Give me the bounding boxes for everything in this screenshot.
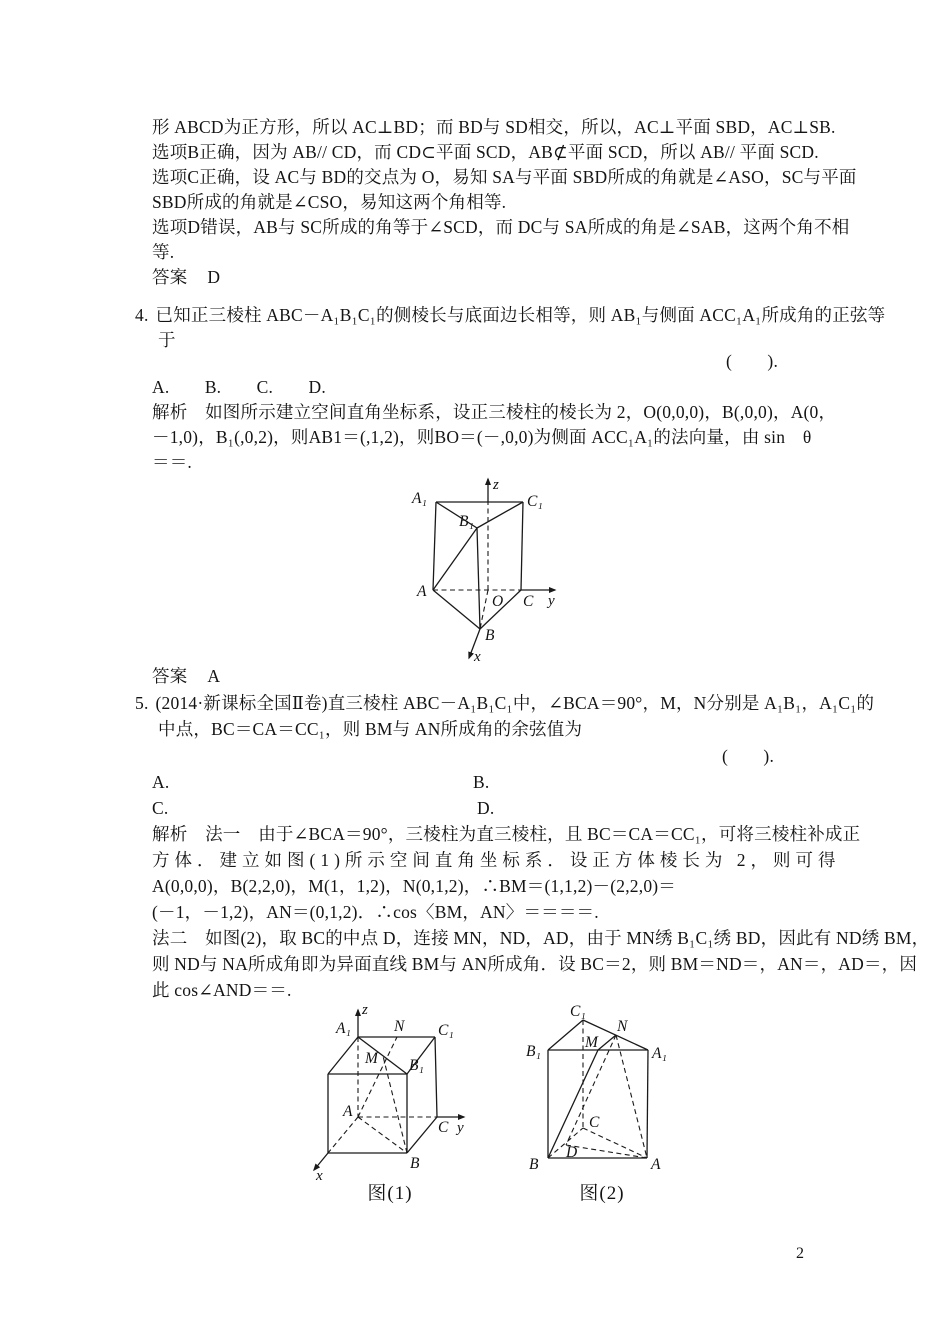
vertex-label: B bbox=[485, 627, 495, 644]
question-number: 5. bbox=[135, 693, 149, 713]
question-number: 4. bbox=[135, 305, 149, 325]
vertex-label: C bbox=[523, 593, 534, 610]
q5-option-c: C. bbox=[152, 798, 169, 818]
vertex-label: M bbox=[365, 1050, 378, 1067]
answer-paren: ( ). bbox=[726, 351, 779, 371]
q3-solution-line: 选项D错误，AB与 SC所成的角等于∠SCD，而 DC与 SA所成的角是∠SAB，这两个角不相 bbox=[152, 217, 850, 237]
vertex-label: M bbox=[585, 1034, 598, 1051]
q3-solution-line: SBD所成的角就是∠CSO，易知这两个角相等. bbox=[152, 192, 507, 212]
q4-answer-line bbox=[152, 664, 220, 689]
q5-stem-line bbox=[135, 691, 874, 716]
vertex-label: N bbox=[617, 1018, 628, 1035]
vertex-label: B bbox=[529, 1156, 539, 1173]
figure-q4-triangular-prism bbox=[405, 470, 575, 670]
vertex-label: B₁ bbox=[526, 1043, 541, 1060]
answer-paren: ( ). bbox=[722, 746, 775, 766]
vertex-label: B₁ bbox=[409, 1057, 424, 1074]
page-number: 2 bbox=[796, 1245, 804, 1262]
q5-option-d: D. bbox=[477, 798, 495, 818]
figure-caption: 图(1) bbox=[367, 1183, 413, 1204]
q5-analysis-line: 此 cos∠AND＝＝. bbox=[152, 980, 292, 1000]
vertex-label: O bbox=[492, 593, 504, 610]
q4-stem-line bbox=[135, 303, 885, 328]
answer-label: 答案 bbox=[152, 267, 188, 287]
figure-2-prism bbox=[515, 1000, 675, 1185]
vertex-label: D bbox=[566, 1144, 578, 1161]
vertex-label: A₁ bbox=[412, 490, 427, 507]
segment-BM bbox=[548, 1050, 598, 1158]
vertex-label: C bbox=[589, 1114, 600, 1131]
figure-1-cube bbox=[300, 1000, 475, 1190]
q5-analysis-line: A(0,0,0)，B(2,2,0)，M(1，1,2)，N(0,1,2)，∴BM＝(1,1,2)－(2,2,0)＝ bbox=[152, 876, 676, 896]
answer-label: 答案 bbox=[152, 666, 188, 686]
vertex-label: A bbox=[343, 1103, 353, 1120]
q3-solution-line: 形 ABCD为正方形，所以 AC⊥BD；而 BD与 SD相交，所以，AC⊥平面 SBD，AC⊥SB. bbox=[152, 117, 836, 137]
q3-answer-line bbox=[152, 265, 220, 290]
x-axis-label: x bbox=[474, 649, 481, 665]
figure-caption: 图(2) bbox=[579, 1183, 625, 1204]
q5-option-b: B. bbox=[473, 772, 490, 792]
q5-analysis-line: 解析 法一 由于∠BCA＝90°，三棱柱为直三棱柱，且 BC＝CA＝CC₁，可将三棱柱补成正 bbox=[152, 824, 861, 844]
answer-value: A bbox=[207, 666, 221, 686]
q5-analysis-line: 方体．建立如图(1)所示空间直角坐标系．设正方体棱长为 2，则可得 bbox=[152, 850, 841, 870]
vertex-label: C₁ bbox=[527, 493, 543, 510]
y-axis-label: y bbox=[548, 593, 555, 609]
vertex-label: N bbox=[394, 1018, 405, 1035]
q5-analysis-line: (－1，－1,2)，AN＝(0,1,2)．∴cos〈BM，AN〉＝＝＝＝. bbox=[152, 902, 599, 922]
q4-analysis-line: 解析 如图所示建立空间直角坐标系，设正三棱柱的棱长为 2，O(0,0,0)，B(,0,0)，A(0， bbox=[152, 402, 837, 422]
x-axis-label: x bbox=[316, 1168, 323, 1184]
vertex-label: C₁ bbox=[438, 1022, 454, 1039]
q4-analysis-line: ＝＝. bbox=[152, 452, 192, 472]
vertex-label: B bbox=[410, 1155, 420, 1172]
q5-analysis-line: 则 ND与 NA所成角即为异面直线 BM与 AN所成角．设 BC＝2，则 BM＝ND＝，AN＝，AD＝，因 bbox=[152, 954, 918, 974]
q4-analysis-line: －1,0)，B₁(,0,2)，则AB1＝(,1,2)，则BO＝(－,0,0)为侧面 ACC₁A₁的法向量，由 sin θ bbox=[152, 427, 812, 447]
z-axis-label: z bbox=[362, 1002, 368, 1018]
segment-MN bbox=[598, 1035, 616, 1050]
q4-stem-line: 于 bbox=[158, 330, 176, 350]
vertex-label: A bbox=[651, 1156, 661, 1173]
vertex-label: A₁ bbox=[336, 1020, 351, 1037]
q5-option-a: A. bbox=[152, 772, 170, 792]
q5-stem-line: 中点，BC＝CA＝CC₁，则 BM与 AN所成角的余弦值为 bbox=[158, 719, 583, 739]
q3-solution-line: 选项B正确，因为 AB// CD，而 CD⊂平面 SCD，AB⊄平面 SCD，所以 AB// 平面 SCD. bbox=[152, 142, 819, 162]
q4-options-line: A. B. C. D. bbox=[152, 377, 326, 397]
q3-solution-line: 等. bbox=[152, 242, 175, 262]
vertex-label: A bbox=[417, 583, 427, 600]
answer-value: D bbox=[207, 267, 221, 287]
y-axis-label: y bbox=[457, 1120, 464, 1136]
vertex-label: B₁ bbox=[459, 513, 474, 530]
q3-solution-line: 选项C正确，设 AC与 BD的交点为 O，易知 SA与平面 SBD所成的角就是∠ASO，SC与平面 bbox=[152, 167, 857, 187]
vertex-label: A₁ bbox=[652, 1045, 667, 1062]
q5-analysis-line: 法二 如图(2)，取 BC的中点 D，连接 MN，ND，AD，由于 MN绣 B₁C₁绣 BD，因此有 ND绣 BM， bbox=[152, 928, 930, 948]
z-axis-label: z bbox=[493, 477, 499, 493]
vertex-label: C bbox=[438, 1119, 449, 1136]
question-stem: (2014·新课标全国Ⅱ卷)直三棱柱 ABC－A₁B₁C₁中，∠BCA＝90°，M，N分别是 A₁B₁，A₁C₁的 bbox=[155, 693, 875, 713]
question-stem: 已知正三棱柱 ABC－A₁B₁C₁的侧棱长与底面边长相等，则 AB₁与侧面 ACC₁A₁所成角的正弦等 bbox=[155, 305, 886, 325]
vertex-label: C₁ bbox=[570, 1003, 586, 1020]
